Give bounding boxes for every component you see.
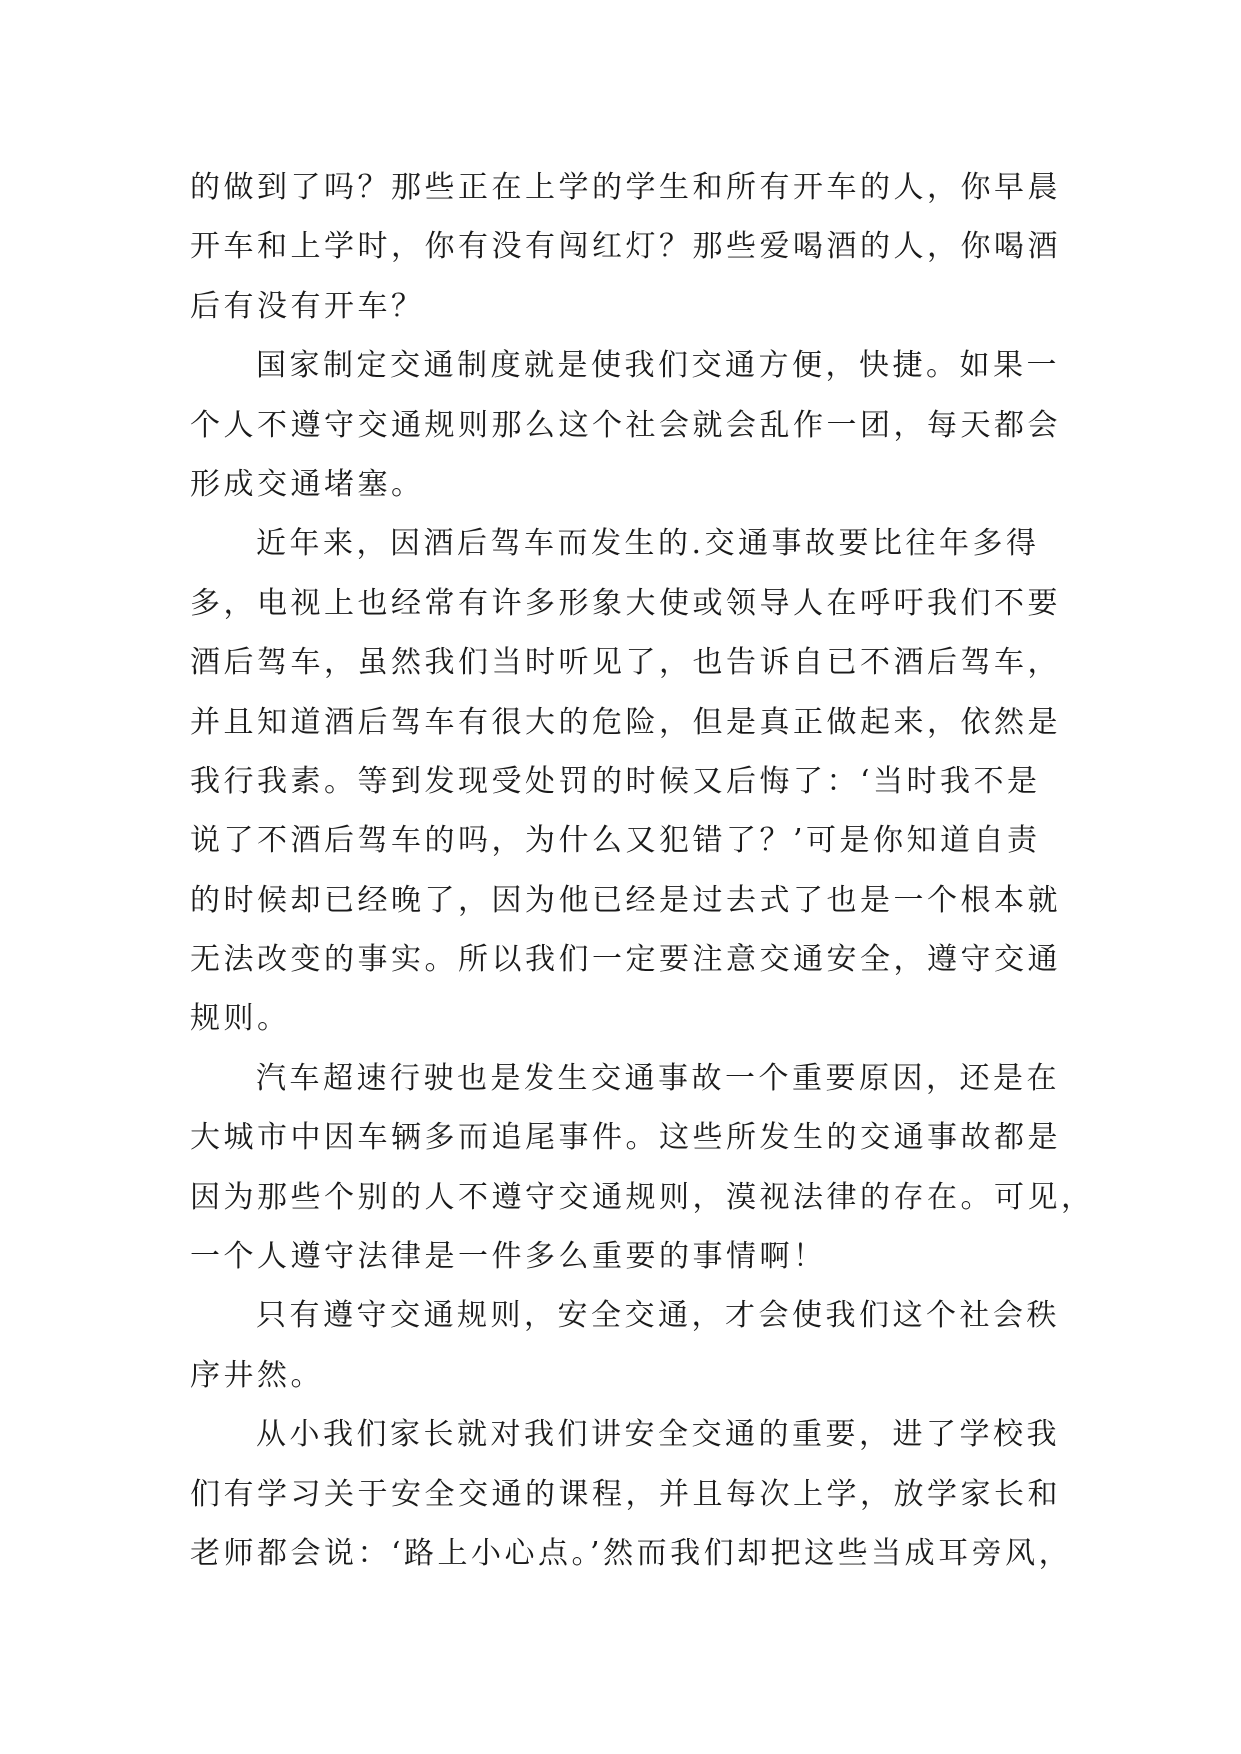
text-line: 老师都会说：‘路上小心点。’然而我们却把这些当成耳旁风，: [190, 1535, 1073, 1571]
text-line: 多，电视上也经常有许多形象大使或领导人在呼吁我们不要: [190, 585, 1061, 621]
text-line: 说了不酒后驾车的吗，为什么又犯错了？’可是你知道自责: [190, 823, 1041, 859]
text-line: 一个人遵守法律是一件多么重要的事情啊！: [190, 1239, 827, 1275]
text-line: 规则。: [190, 1001, 291, 1037]
text-line: 们有学习关于安全交通的课程，并且每次上学，放学家长和: [190, 1476, 1061, 1512]
paragraph-first-line: 国家制定交通制度就是使我们交通方便，快捷。如果一: [256, 348, 1060, 384]
text-line: 后有没有开车？: [190, 288, 425, 324]
text-line: 无法改变的事实。所以我们一定要注意交通安全，遵守交通: [190, 942, 1061, 978]
text-line: 形成交通堵塞。: [190, 466, 425, 502]
paragraph-first-line: 只有遵守交通规则，安全交通，才会使我们这个社会秩: [256, 1298, 1060, 1334]
text-line: 并且知道酒后驾车有很大的危险，但是真正做起来，依然是: [190, 704, 1061, 740]
paragraph-first-line: 近年来，因酒后驾车而发生的.交通事故要比往年多得: [256, 526, 1040, 562]
text-line: 因为那些个别的人不遵守交通规则，漠视法律的存在。可见，: [190, 1179, 1095, 1215]
text-line: 我行我素。等到发现受处罚的时候又后悔了：‘当时我不是: [190, 763, 1041, 799]
text-line: 序井然。: [190, 1357, 324, 1393]
text-line: 酒后驾车，虽然我们当时听见了，也告诉自已不酒后驾车，: [190, 645, 1061, 681]
text-line: 的做到了吗？那些正在上学的学生和所有开车的人，你早晨: [190, 170, 1061, 205]
text-line: 个人不遵守交通规则那么这个社会就会乱作一团，每天都会: [190, 407, 1061, 443]
text-line: 的时候却已经晚了，因为他已经是过去式了也是一个根本就: [190, 882, 1061, 918]
text-line: 大城市中因车辆多而追尾事件。这些所发生的交通事故都是: [190, 1120, 1061, 1156]
paragraph-first-line: 汽车超速行驶也是发生交通事故一个重要原因，还是在: [256, 1060, 1060, 1096]
paragraph-first-line: 从小我们家长就对我们讲安全交通的重要，进了学校我: [256, 1417, 1060, 1453]
body-text: [190, 158, 1095, 1583]
text-line: 开车和上学时，你有没有闯红灯？那些爱喝酒的人，你喝酒: [190, 229, 1061, 265]
